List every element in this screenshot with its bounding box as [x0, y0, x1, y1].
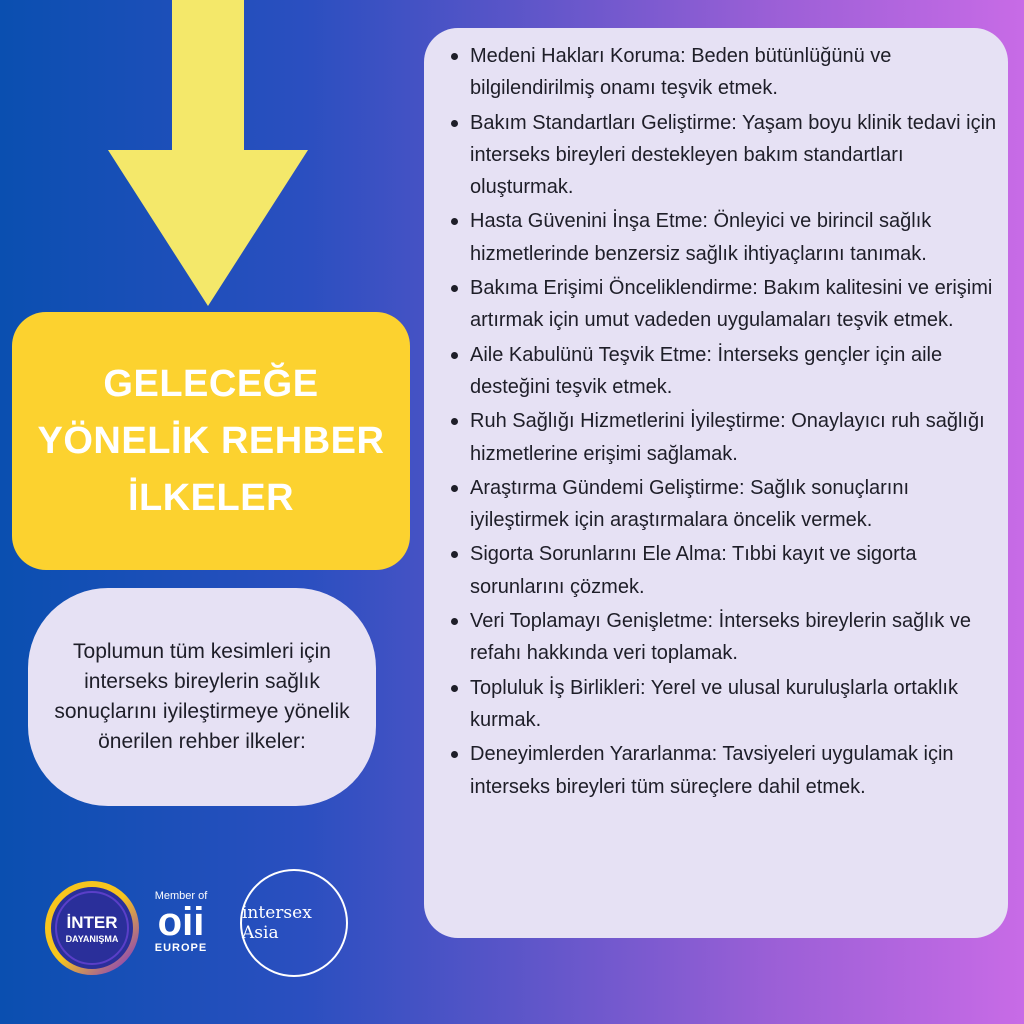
list-item: Bakıma Erişimi Önceliklendirme: Bakım kalitesini ve erişimi artırmak için umut vadeden uygulamaları teşvik etmek. — [450, 272, 998, 337]
title-line-3: İLKELER — [127, 476, 295, 519]
intro-box — [28, 588, 376, 806]
oii-europe-text: EUROPE — [154, 942, 208, 954]
title-line-2: YÖNELİK REHBER — [37, 419, 385, 462]
title-line-1: GELECEĞE — [103, 362, 319, 405]
title-box — [12, 312, 410, 570]
list-item: Medeni Hakları Koruma: Beden bütünlüğünü ve bilgilendirilmiş onamı teşvik etmek. — [450, 40, 998, 105]
list-item: Hasta Güvenini İnşa Etme: Önleyici ve birincil sağlık hizmetlerinde benzersiz sağlık ihtiyaçlarını tanımak. — [450, 205, 998, 270]
inter-logo-line1: İNTER — [66, 913, 118, 932]
inter-dayanisma-logo — [44, 880, 140, 976]
guidelines-panel — [424, 28, 1008, 938]
list-item: Deneyimlerden Yararlanma: Tavsiyeleri uygulamak için interseks bireyleri tüm süreçlere dahil etmek. — [450, 738, 998, 803]
inter-logo-line2: DAYANIŞMA — [65, 934, 119, 944]
oii-member-text: Member of — [154, 890, 208, 902]
oii-europe-logo — [146, 890, 216, 970]
list-item: Bakım Standartları Geliştirme: Yaşam boyu klinik tedavi için interseks bireyleri destekleyen bakım standartları oluşturmak. — [450, 107, 998, 204]
intersex-asia-logo — [240, 869, 348, 977]
down-arrow-icon — [108, 0, 308, 310]
intersex-asia-text: intersex Asia — [242, 903, 312, 943]
list-item: Aile Kabulünü Teşvik Etme: İnterseks gençler için aile desteğini teşvik etmek. — [450, 339, 998, 404]
guidelines-list — [450, 40, 998, 803]
intro-text: Toplumun tüm kesimleri için interseks bireylerin sağlık sonuçlarını iyileştirmeye yönelik önerilen rehber ilkeler: — [54, 640, 350, 753]
list-item: Topluluk İş Birlikleri: Yerel ve ulusal kuruluşlarla ortaklık kurmak. — [450, 672, 998, 737]
list-item: Sigorta Sorunlarını Ele Alma: Tıbbi kayıt ve sigorta sorunlarını çözmek. — [450, 538, 998, 603]
list-item: Araştırma Gündemi Geliştirme: Sağlık sonuçlarını iyileştirmek için araştırmalara öncelik vermek. — [450, 472, 998, 537]
oii-mark: oii — [157, 900, 205, 944]
list-item: Veri Toplamayı Genişletme: İnterseks bireylerin sağlık ve refahı hakkında veri toplamak. — [450, 605, 998, 670]
list-item: Ruh Sağlığı Hizmetlerini İyileştirme: Onaylayıcı ruh sağlığı hizmetlerine erişimi sağlamak. — [450, 405, 998, 470]
